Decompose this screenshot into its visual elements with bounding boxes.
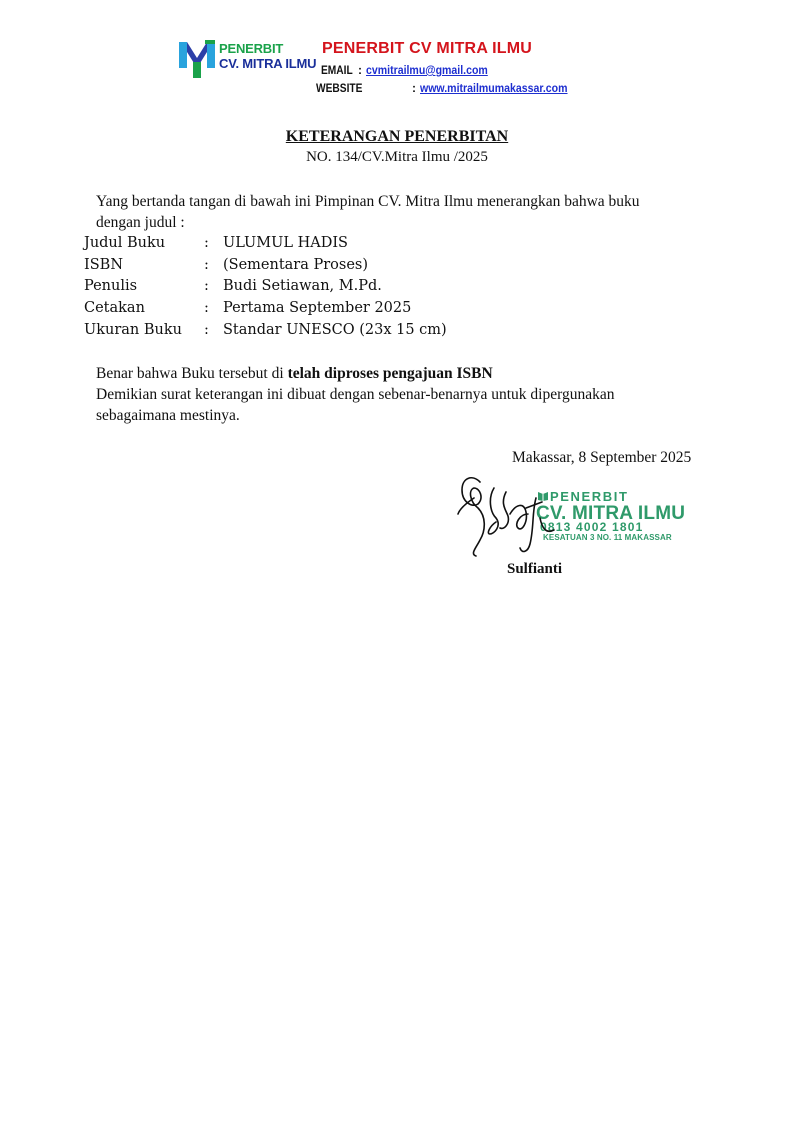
detail-colon: : — [204, 322, 209, 338]
logo-wordmark — [219, 41, 316, 71]
closing-line-1: Demikian surat keterangan ini dibuat dengan sebenar-benarnya untuk dipergunakan — [96, 386, 615, 403]
document-title — [0, 128, 794, 146]
publisher-logo-icon — [179, 40, 215, 78]
statement-bold: telah diproses pengajuan ISBN — [287, 365, 493, 382]
intro-line-1: Yang bertanda tangan di bawah ini Pimpinan CV. Mitra Ilmu menerangkan bahwa buku — [96, 193, 640, 210]
email-label: EMAIL — [321, 63, 353, 77]
website-link[interactable]: www.mitrailmumakassar.com — [420, 81, 568, 95]
detail-value-author: Budi Setiawan, M.Pd. — [223, 278, 382, 294]
document-number: NO. 134/CV.Mitra Ilmu /2025 — [306, 149, 488, 165]
website-label: WEBSITE — [316, 81, 363, 95]
detail-value-title: ULUMUL HADIS — [223, 235, 348, 251]
signer-name: Sulfianti — [507, 561, 563, 577]
stamp-line-1: PENERBIT — [550, 489, 629, 504]
detail-label-size: Ukuran Buku — [84, 322, 182, 338]
intro-line-2: dengan judul : — [96, 214, 185, 231]
handwritten-signature — [450, 468, 580, 568]
detail-value-size: Standar UNESCO (23x 15 cm) — [223, 322, 447, 338]
detail-label-edition: Cetakan — [84, 300, 145, 316]
website-colon: : — [412, 81, 416, 95]
closing-line-2: sebagaimana mestinya. — [96, 407, 240, 424]
statement — [96, 363, 493, 384]
detail-colon: : — [204, 278, 209, 294]
logo-wordmark-line1: PENERBIT — [219, 41, 284, 56]
stamp-line-4: KESATUAN 3 NO. 11 MAKASSAR — [543, 533, 672, 542]
publisher-name: PENERBIT CV MITRA ILMU — [322, 40, 533, 57]
statement-text: Benar bahwa Buku tersebut di — [96, 365, 288, 382]
email-link[interactable]: cvmitrailmu@gmail.com — [366, 63, 488, 77]
detail-label-title: Judul Buku — [84, 235, 166, 251]
stamp-line-2: CV. MITRA ILMU — [536, 503, 686, 524]
email-colon: : — [358, 63, 362, 77]
logo-wordmark-line2: CV. MITRA ILMU — [219, 56, 317, 71]
place-date: Makassar, 8 September 2025 — [512, 449, 692, 466]
detail-label-author: Penulis — [84, 278, 138, 294]
detail-label-isbn: ISBN — [84, 257, 124, 273]
detail-colon: : — [204, 235, 209, 251]
detail-colon: : — [204, 257, 209, 273]
stamp-line-3: 0813 4002 1801 — [540, 520, 644, 534]
detail-colon: : — [204, 300, 209, 316]
detail-value-isbn: (Sementara Proses) — [223, 257, 369, 273]
detail-value-edition: Pertama September 2025 — [223, 300, 412, 316]
document-title-text: KETERANGAN PENERBITAN — [285, 128, 509, 145]
